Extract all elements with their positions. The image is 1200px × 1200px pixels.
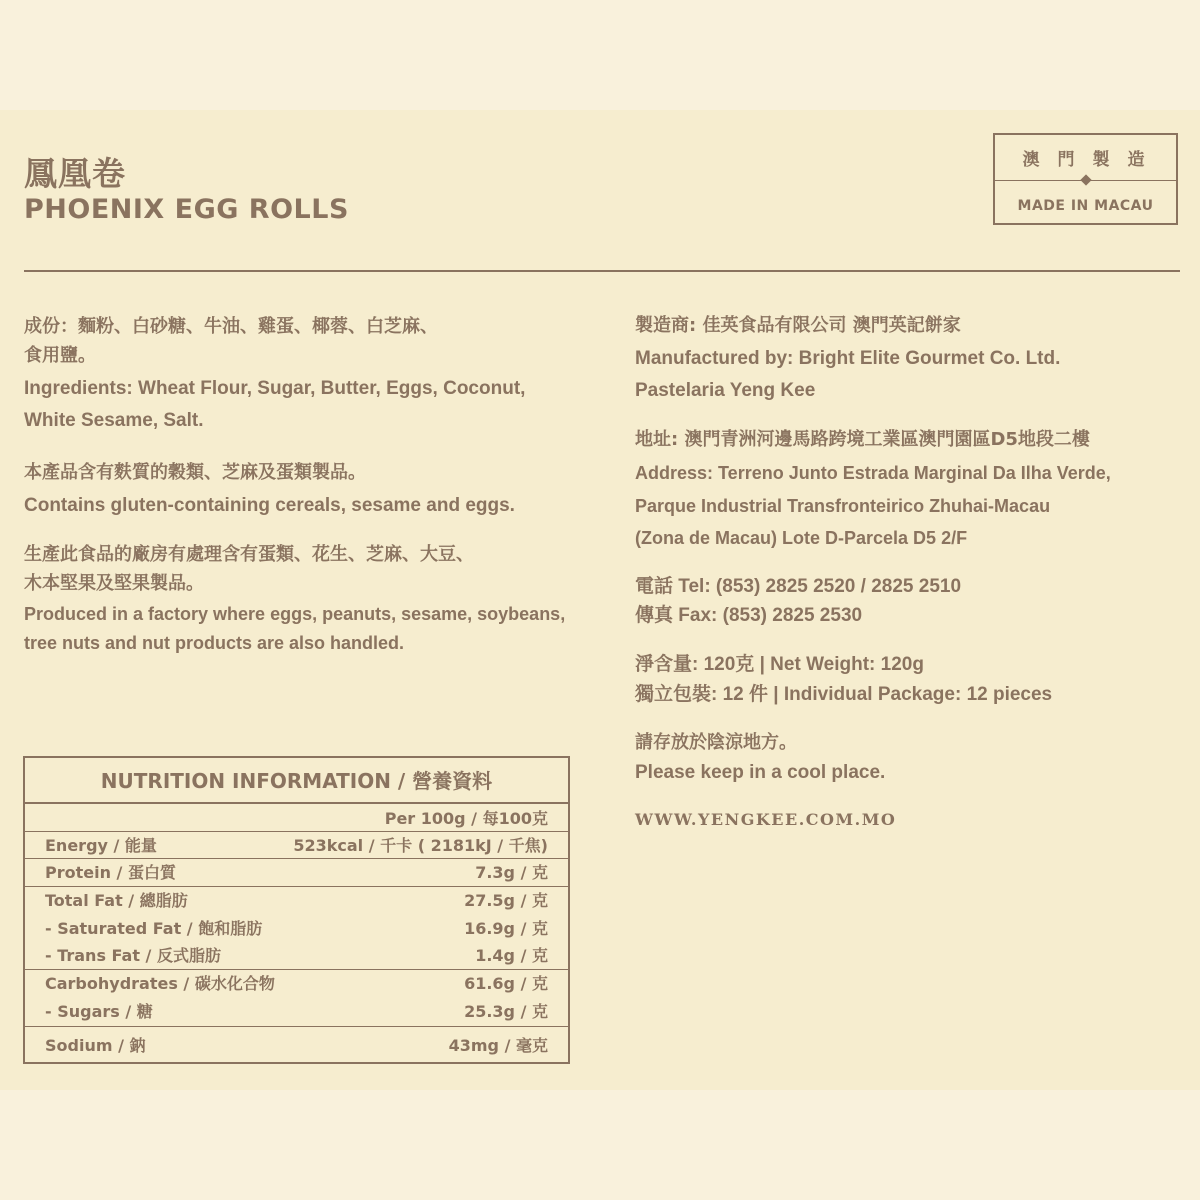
table-row: [25, 832, 568, 859]
allergens-zh: 本產品含有麩質的穀類、芝麻及蛋類製品。: [24, 462, 366, 483]
table-row: [25, 998, 568, 1025]
table-row: [25, 970, 568, 997]
nutrient-name: Protein / 蛋白質: [45, 863, 176, 882]
nutrient-value: 7.3g / 克: [475, 863, 548, 882]
contact-tel: 電話 Tel: (853) 2825 2520 / 2825 2510: [635, 576, 962, 597]
ingredients-zh-line2: 食用鹽。: [24, 345, 96, 366]
table-row: [25, 1032, 568, 1059]
individual-package: 獨立包裝: 12 件 | Individual Package: 12 pieces: [635, 684, 1053, 705]
net-weight: 淨含量: 120克 | Net Weight: 120g: [635, 654, 924, 675]
contact-fax: 傳真 Fax: (853) 2825 2530: [635, 605, 863, 626]
storage-zh: 請存放於陰涼地方。: [635, 732, 797, 753]
factory-notice-zh-line1: 生產此食品的廠房有處理含有蛋類、花生、芝麻、大豆、: [24, 544, 474, 565]
table-row: [25, 859, 568, 886]
table-row: [25, 887, 568, 914]
nutrient-name: - Trans Fat / 反式脂肪: [45, 946, 221, 965]
allergens-en: Contains gluten-containing cereals, sesame and eggs.: [24, 495, 515, 516]
factory-notice-en-line1: Produced in a factory where eggs, peanuts, sesame, soybeans,: [24, 604, 566, 624]
nutrient-value: 25.3g / 克: [464, 1002, 548, 1021]
factory-notice-zh-line2: 木本堅果及堅果製品。: [24, 573, 204, 594]
address-en-line2: Parque Industrial Transfronteirico Zhuhai-Macau: [635, 496, 1051, 516]
nutrient-value: 523kcal / 千卡 ( 2181kJ / 千焦): [293, 836, 548, 855]
nutrition-table: [23, 756, 570, 1064]
address-zh: 地址: 澳門青洲河邊馬路跨境工業區澳門園區D5地段二樓: [635, 429, 1090, 450]
table-rule: [25, 1026, 568, 1027]
manufacturer-zh: 製造商: 佳英食品有限公司 澳門英記餅家: [635, 315, 961, 336]
nutrient-value: 27.5g / 克: [464, 891, 548, 910]
nutrition-per-serving: Per 100g / 每100克: [384, 809, 548, 828]
made-in-macau-badge: [993, 133, 1178, 225]
product-title-zh: 鳳凰卷: [24, 154, 126, 193]
badge-text-en: MADE IN MACAU: [1017, 198, 1154, 214]
factory-notice-en-line2: tree nuts and nut products are also handled.: [24, 633, 405, 653]
product-title-en: PHOENIX EGG ROLLS: [24, 194, 349, 225]
nutrient-name: - Sugars / 糖: [45, 1002, 153, 1021]
nutrient-name: Sodium / 鈉: [45, 1036, 146, 1055]
address-en-line1: Address: Terreno Junto Estrada Marginal Da Ilha Verde,: [635, 463, 1111, 483]
nutrient-value: 1.4g / 克: [475, 946, 548, 965]
nutrition-title: NUTRITION INFORMATION / 營養資料: [25, 758, 568, 804]
ingredients-en-line2: White Sesame, Salt.: [24, 410, 204, 431]
nutrient-name: - Saturated Fat / 飽和脂肪: [45, 919, 263, 938]
diamond-icon: [1080, 174, 1091, 185]
nutrient-name: Total Fat / 總脂肪: [45, 891, 188, 910]
nutrient-value: 43mg / 毫克: [448, 1036, 548, 1055]
storage-en: Please keep in a cool place.: [635, 762, 886, 783]
nutrient-value: 61.6g / 克: [464, 974, 548, 993]
nutrient-value: 16.9g / 克: [464, 919, 548, 938]
manufacturer-en-line2: Pastelaria Yeng Kee: [635, 380, 816, 401]
ingredients-zh-line1: 成份：麵粉、白砂糖、牛油、雞蛋、椰蓉、白芝麻、: [24, 316, 438, 337]
address-en-line3: (Zona de Macau) Lote D-Parcela D5 2/F: [635, 528, 968, 548]
ingredients-en-line1: Ingredients: Wheat Flour, Sugar, Butter, Eggs, Coconut,: [24, 378, 526, 399]
table-row: [25, 942, 568, 969]
nutrient-name: Energy / 能量: [45, 836, 157, 855]
manufacturer-en-line1: Manufactured by: Bright Elite Gourmet Co. Ltd.: [635, 348, 1061, 369]
badge-text-zh: 澳門製造: [1022, 150, 1163, 170]
website-link[interactable]: WWW.YENGKEE.COM.MO: [635, 810, 897, 829]
nutrient-name: Carbohydrates / 碳水化合物: [45, 974, 275, 993]
header-divider: [24, 270, 1180, 272]
table-row: [25, 915, 568, 942]
